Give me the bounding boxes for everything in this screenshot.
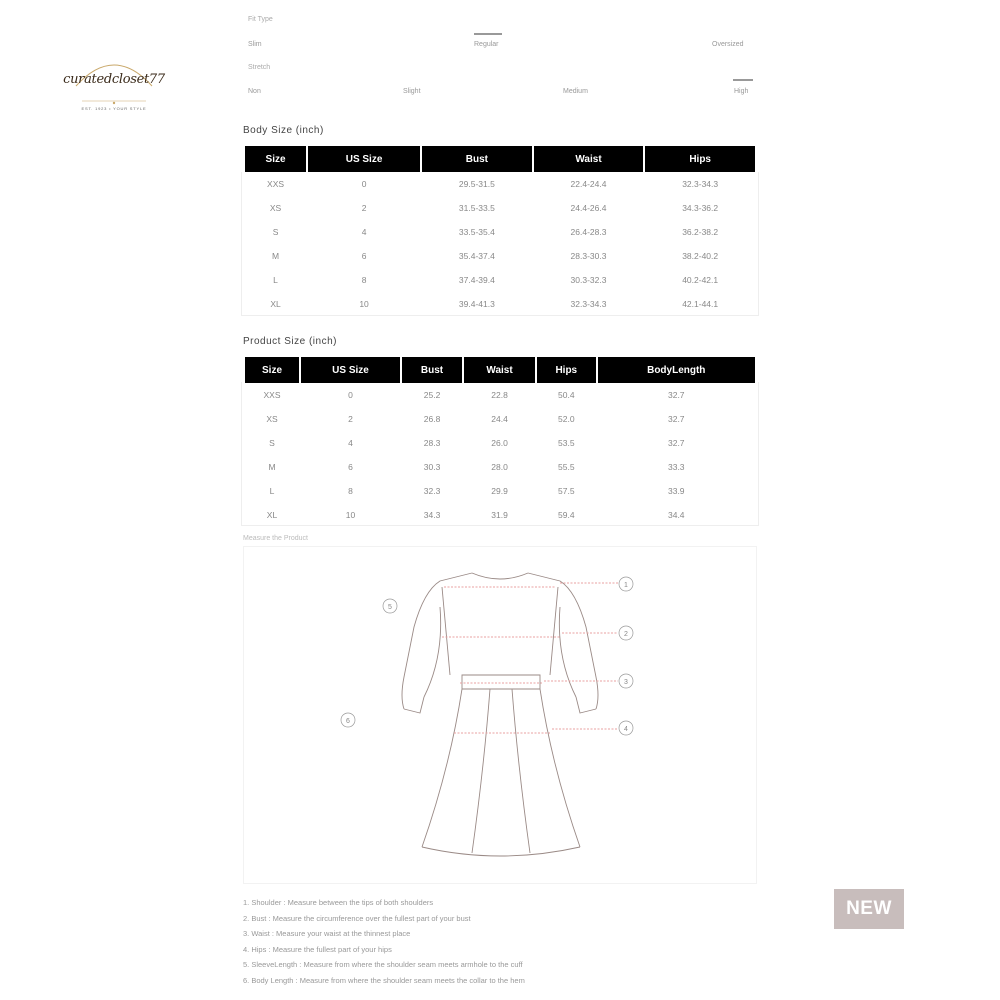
table-cell: M <box>268 462 276 472</box>
table-cell: 42.1-44.1 <box>682 299 719 309</box>
table-cell: 0 <box>348 390 353 400</box>
table-cell: 33.3 <box>667 462 685 472</box>
table-cell: 24.4 <box>491 414 508 424</box>
table-cell: 33.5-35.4 <box>458 227 495 237</box>
column-header: US Size <box>301 357 400 383</box>
dress-measurement-diagram <box>243 546 757 884</box>
table-row <box>245 431 755 455</box>
table-cell: 30.3-32.3 <box>570 275 607 285</box>
table-cell: M <box>271 251 280 261</box>
table-cell: XS <box>266 414 278 424</box>
table-cell: 25.2 <box>423 390 441 400</box>
table-cell: 4 <box>361 227 367 237</box>
table-cell: 28.3-30.3 <box>570 251 607 261</box>
stretch-option-high: High <box>734 88 749 95</box>
product-size-title: Product Size (inch) <box>243 336 337 347</box>
table-row <box>245 196 755 220</box>
fit-option-slim: Slim <box>248 41 262 48</box>
dress-skirt-panel-right <box>512 689 530 853</box>
stretch-option-slight: Slight <box>403 88 421 95</box>
table-cell: 32.3-34.3 <box>682 179 719 189</box>
column-header: Waist <box>534 146 644 172</box>
table-row <box>245 292 755 316</box>
column-header: Hips <box>645 146 755 172</box>
column-header: US Size <box>308 146 420 172</box>
note-sleeve-length: 5. SleeveLength : Measure from where the shoulder seam meets armhole to the cuff <box>243 960 523 970</box>
dress-right-cuff <box>576 697 596 713</box>
fit-type-indicator <box>474 33 502 35</box>
dress-illustration <box>244 547 758 885</box>
column-header: Size <box>245 357 299 383</box>
column-header: Bust <box>422 146 532 172</box>
marker-2-label: 2 <box>624 631 628 638</box>
table-header-row <box>245 357 755 383</box>
table-cell: 26.4-28.3 <box>570 227 607 237</box>
fit-option-regular: Regular <box>474 41 499 48</box>
column-header: Waist <box>464 357 535 383</box>
stretch-option-medium: Medium <box>563 88 588 95</box>
column-header: Bust <box>402 357 462 383</box>
note-waist: 3. Waist : Measure your waist at the thinnest place <box>243 929 411 939</box>
measure-notes <box>243 895 763 989</box>
table-cell: 38.2-40.2 <box>682 251 719 261</box>
table-cell: 31.9 <box>491 510 508 520</box>
table-cell: 6 <box>361 251 367 261</box>
table-cell: 33.9 <box>667 486 685 496</box>
marker-1-label: 1 <box>624 582 628 589</box>
dress-right-sleeve-inner <box>559 607 576 697</box>
table-cell: XL <box>266 510 278 520</box>
table-cell: S <box>272 227 279 237</box>
table-cell: 29.5-31.5 <box>458 179 495 189</box>
stretch-title: Stretch <box>248 64 271 71</box>
table-cell: 32.7 <box>667 390 685 400</box>
table-cell: 31.5-33.5 <box>458 203 495 213</box>
table-cell: 32.7 <box>667 414 685 424</box>
table-cell: L <box>273 275 278 285</box>
table-cell: 32.3 <box>423 486 441 496</box>
table-row <box>245 383 755 407</box>
dress-left-sleeve-outer <box>402 573 472 709</box>
body-size-table <box>243 146 757 316</box>
table-cell: 34.4 <box>667 510 685 520</box>
table-cell: XXS <box>263 390 281 400</box>
table-cell: 32.7 <box>667 438 685 448</box>
stretch-indicator <box>733 79 753 81</box>
table-cell: 22.8 <box>491 390 508 400</box>
table-cell: 10 <box>359 299 369 309</box>
stretch-option-non: Non <box>248 88 261 95</box>
table-cell: 50.4 <box>558 390 575 400</box>
marker-4-label: 4 <box>624 726 628 733</box>
table-cell: 8 <box>348 486 353 496</box>
table-row <box>245 407 755 431</box>
table-cell: 52.0 <box>558 414 575 424</box>
dress-skirt-left <box>422 689 462 847</box>
table-cell: 2 <box>361 203 367 213</box>
table-row <box>245 244 755 268</box>
table-cell: 40.2-42.1 <box>682 275 719 285</box>
table-cell: 2 <box>348 414 353 424</box>
table-cell: 26.8 <box>423 414 441 424</box>
table-cell: XXS <box>267 179 285 189</box>
dress-skirt-panel-left <box>472 689 490 853</box>
table-cell: 22.4-24.4 <box>570 179 607 189</box>
table-cell: 28.3 <box>423 438 441 448</box>
fit-option-oversized: Oversized <box>712 41 744 48</box>
table-row <box>245 479 755 503</box>
dress-left-bodice <box>442 587 450 675</box>
table-row <box>245 220 755 244</box>
table-cell: 6 <box>348 462 353 472</box>
table-cell: 57.5 <box>558 486 575 496</box>
fit-type-title: Fit Type <box>248 16 273 23</box>
dress-neckline <box>472 573 528 579</box>
table-cell: 8 <box>361 275 367 285</box>
table-row <box>245 503 755 527</box>
dress-right-bodice <box>550 587 558 675</box>
marker-6-label: 6 <box>346 718 350 725</box>
product-size-table <box>243 357 757 527</box>
note-hips: 4. Hips : Measure the fullest part of your hips <box>243 944 392 954</box>
table-cell: 39.4-41.3 <box>458 299 495 309</box>
table-cell: 37.4-39.4 <box>458 275 495 285</box>
table-cell: 32.3-34.3 <box>570 299 607 309</box>
new-badge: NEW <box>834 889 904 929</box>
note-bust: 2. Bust : Measure the circumference over the fullest part of your bust <box>243 913 471 923</box>
marker-3-label: 3 <box>624 679 628 686</box>
dress-skirt-right <box>540 689 580 847</box>
table-cell: 29.9 <box>491 486 508 496</box>
note-body-length: 6. Body Length : Measure from where the shoulder seam meets the collar to the hem <box>243 975 525 985</box>
dress-left-cuff <box>404 697 424 713</box>
table-cell: 34.3 <box>423 510 441 520</box>
table-cell: 55.5 <box>558 462 575 472</box>
table-cell: XL <box>270 299 281 309</box>
table-row <box>245 455 755 479</box>
dress-left-sleeve-inner <box>424 607 441 697</box>
table-row <box>245 172 755 196</box>
logo-text: curatedcloset77 <box>63 72 165 87</box>
table-cell: S <box>269 438 275 448</box>
column-header: BodyLength <box>598 357 755 383</box>
table-cell: 24.4-26.4 <box>570 203 607 213</box>
column-header: Hips <box>537 357 595 383</box>
table-cell: L <box>269 486 275 496</box>
table-cell: 10 <box>345 510 356 520</box>
table-cell: 30.3 <box>423 462 441 472</box>
table-cell: 34.3-36.2 <box>682 203 719 213</box>
note-shoulder: 1. Shoulder : Measure between the tips of both shoulders <box>243 898 434 907</box>
table-row <box>245 268 755 292</box>
table-cell: XS <box>269 203 282 213</box>
marker-5-label: 5 <box>388 604 392 611</box>
column-header: Size <box>245 146 306 172</box>
table-cell: 28.0 <box>491 462 508 472</box>
measure-title: Measure the Product <box>243 535 308 542</box>
table-cell: 0 <box>361 179 367 189</box>
table-cell: 53.5 <box>558 438 575 448</box>
table-cell: 26.0 <box>491 438 508 448</box>
logo-tagline: EST. 1923 • YOUR STYLE <box>81 106 147 111</box>
table-cell: 4 <box>348 438 353 448</box>
brand-logo <box>58 48 170 120</box>
table-header-row <box>245 146 755 172</box>
table-cell: 35.4-37.4 <box>458 251 495 261</box>
dress-hem <box>422 847 580 856</box>
table-cell: 36.2-38.2 <box>682 227 719 237</box>
table-cell: 59.4 <box>558 510 575 520</box>
dress-waistband <box>462 675 540 689</box>
body-size-title: Body Size (inch) <box>243 125 324 136</box>
